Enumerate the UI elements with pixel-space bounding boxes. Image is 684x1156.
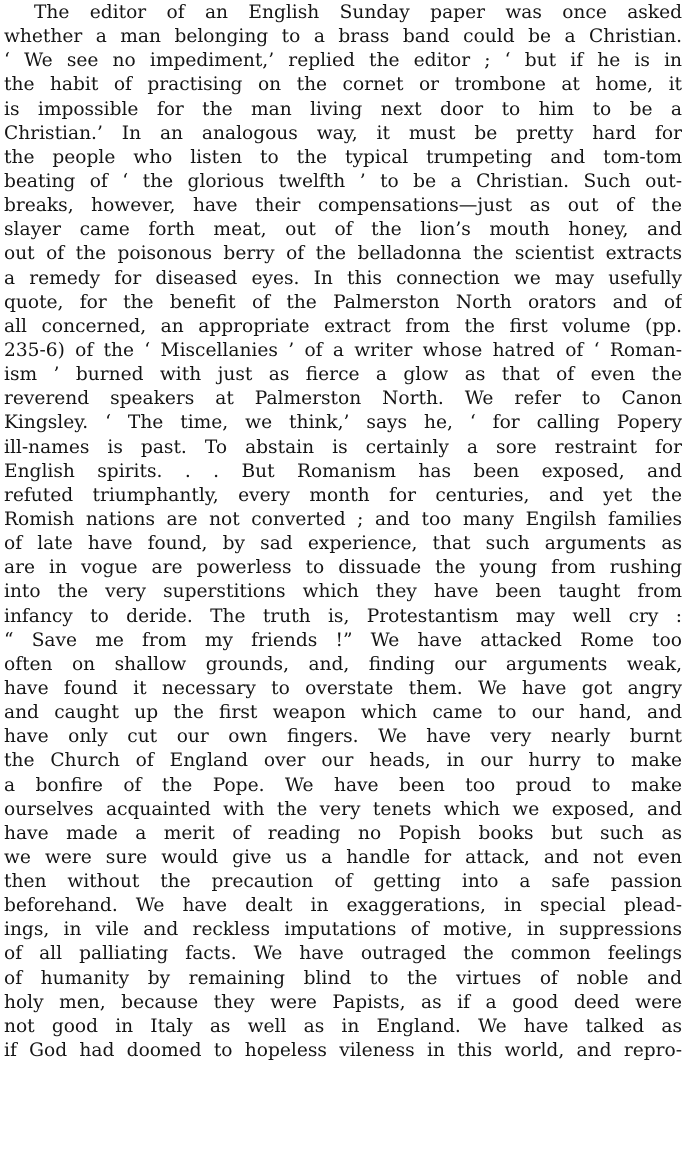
text-line: a remedy for diseased eyes. In this connection we may usefully <box>4 267 682 289</box>
text-line: English spirits. . . But Romanism has been exposed, and <box>4 460 682 482</box>
text-line: the Church of England over our heads, in our hurry to make <box>4 750 682 772</box>
text-line: of late have found, by sad experience, that such arguments as <box>4 533 682 555</box>
text-line: 235-6) of the ‘ Miscellanies ’ of a writer whose hatred of ‘ Roman- <box>4 339 682 361</box>
text-line: refuted triumphantly, every month for centuries, and yet the <box>4 484 682 506</box>
text-line: all concerned, an appropriate extract from the first volume (pp. <box>4 315 682 337</box>
text-line: the people who listen to the typical trumpeting and tom-tom <box>4 146 682 168</box>
text-line: beating of ‘ the glorious twelfth ’ to be a Christian. Such out- <box>4 170 682 192</box>
text-line: and caught up the first weapon which came to our hand, and <box>4 702 682 724</box>
paragraph <box>4 1 682 1063</box>
text-line: the habit of practising on the cornet or trombone at home, it <box>4 74 682 96</box>
text-line: are in vogue are powerless to dissuade the young from rushing <box>4 557 682 579</box>
text-line: ‘ We see no impediment,’ replied the editor ; ‘ but if he is in <box>4 50 682 72</box>
text-line: “ Save me from my friends !” We have attacked Rome too <box>4 629 682 651</box>
text-line: ism ’ burned with just as fierce a glow as that of even the <box>4 364 682 386</box>
text-line: of all palliating facts. We have outraged the common feelings <box>4 943 682 965</box>
text-line: have found it necessary to overstate them. We have got angry <box>4 677 682 699</box>
text-line: is impossible for the man living next door to him to be a <box>4 98 682 120</box>
text-line: of humanity by remaining blind to the virtues of noble and <box>4 967 682 989</box>
text-line: whether a man belonging to a brass band could be a Christian. <box>4 26 682 48</box>
text-line: a bonfire of the Pope. We have been too proud to make <box>4 774 682 796</box>
text-line: have only cut our own fingers. We have very nearly burnt <box>4 726 682 748</box>
text-line: then without the precaution of getting into a safe passion <box>4 871 682 893</box>
text-line: out of the poisonous berry of the belladonna the scientist extracts <box>4 243 682 265</box>
text-line: quote, for the benefit of the Palmerston North orators and of <box>4 291 682 313</box>
text-line: ill-names is past. To abstain is certainly a sore restraint for <box>4 436 682 458</box>
text-line: slayer came forth meat, out of the lion’s mouth honey, and <box>4 219 682 241</box>
text-line: have made a merit of reading no Popish books but such as <box>4 822 682 844</box>
document-page <box>4 1 682 1063</box>
text-line: often on shallow grounds, and, finding our arguments weak, <box>4 653 682 675</box>
text-line: into the very superstitions which they have been taught from <box>4 581 682 603</box>
text-line: The editor of an English Sunday paper was once asked <box>34 2 682 23</box>
text-line: breaks, however, have their compensations—just as out of the <box>4 195 682 217</box>
text-line: beforehand. We have dealt in exaggerations, in special plead- <box>4 895 682 917</box>
text-line: ings, in vile and reckless imputations of motive, in suppressions <box>4 919 682 941</box>
text-line: Kingsley. ‘ The time, we think,’ says he, ‘ for calling Popery <box>4 412 682 434</box>
text-line: reverend speakers at Palmerston North. We refer to Canon <box>4 388 682 410</box>
text-line: we were sure would give us a handle for attack, and not even <box>4 846 682 868</box>
text-line: infancy to deride. The truth is, Protestantism may well cry : <box>4 605 682 627</box>
text-line: ourselves acquainted with the very tenets which we exposed, and <box>4 798 682 820</box>
text-line: Romish nations are not converted ; and too many Engilsh families <box>4 508 682 530</box>
text-line: if God had doomed to hopeless vileness in this world, and repro- <box>4 1040 682 1062</box>
text-line: holy men, because they were Papists, as if a good deed were <box>4 991 682 1013</box>
text-line: not good in Italy as well as in England. We have talked as <box>4 1015 682 1037</box>
text-line: Christian.’ In an analogous way, it must be pretty hard for <box>4 122 682 144</box>
